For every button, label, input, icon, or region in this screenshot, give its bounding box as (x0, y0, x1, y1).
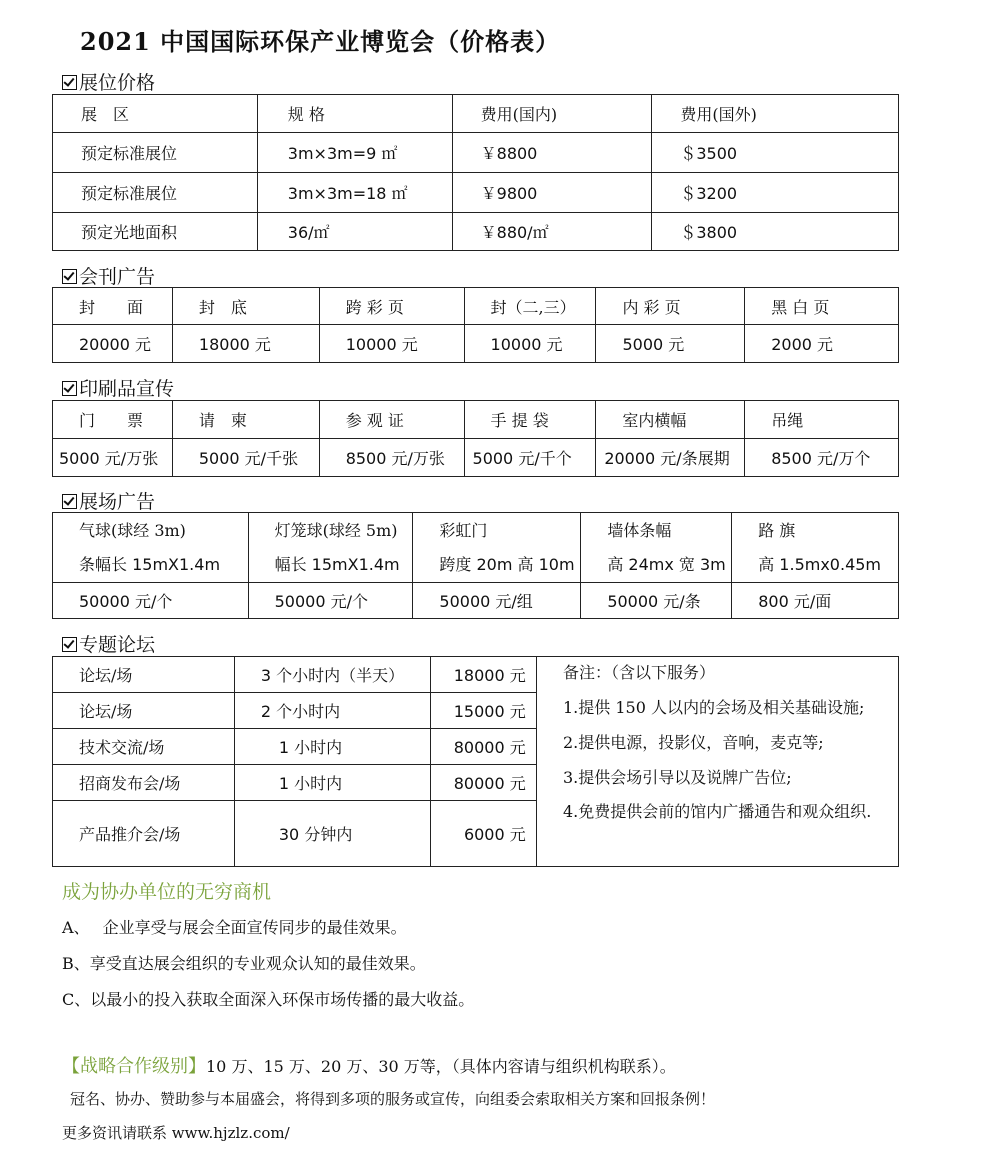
venue-item-spec: 高 1.5mx0.45m (758, 554, 882, 574)
table-cell: 5000 元/千张 (172, 439, 319, 477)
venue-item-spec: 条幅长 15mX1.4m (79, 554, 221, 574)
table-cell: 3 个小时内（半天） (234, 657, 430, 693)
table-cell: 18000 元 (430, 657, 536, 693)
checkbox-icon (62, 637, 77, 652)
table-cell: 30 分钟内 (234, 801, 430, 867)
strategy-label: 【战略合作级别】 (62, 1056, 206, 1077)
table-cell: ￥9800 (452, 173, 652, 213)
table-cell: 18000 元 (172, 325, 319, 363)
table-cell (732, 513, 899, 583)
cooperation-item: B、享受直达展会组织的专业观众认知的最佳效果。 (62, 954, 426, 973)
checkbox-icon (62, 381, 77, 396)
checkbox-icon (62, 269, 77, 284)
table-cell: ￥880/㎡ (452, 213, 652, 251)
note-item: 1.提供 150 人以内的会场及相关基础设施; (563, 698, 865, 717)
table-cell: 费用(国外) (652, 95, 899, 133)
table-cell: 规 格 (257, 95, 452, 133)
table-cell: 15000 元 (430, 693, 536, 729)
table-cell: 请 柬 (172, 401, 319, 439)
table-cell (248, 513, 413, 583)
print-price-table (52, 400, 899, 477)
table-cell: ＄3500 (652, 133, 899, 173)
strategy-text: 10 万、15 万、20 万、30 万等，（具体内容请与组织机构联系）。 (206, 1057, 676, 1076)
table-cell: 门 票 (53, 401, 173, 439)
venue-price-table (52, 512, 899, 619)
table-cell: 5000 元/万张 (53, 439, 173, 477)
section-forum (62, 630, 155, 657)
table-cell: 20000 元 (53, 325, 173, 363)
table-cell: 50000 元/组 (413, 583, 581, 619)
table-cell: 3m×3m=18 ㎡ (257, 173, 452, 213)
table-cell: 3m×3m=9 ㎡ (257, 133, 452, 173)
table-row (53, 213, 899, 251)
table-cell (413, 513, 581, 583)
section-print (62, 374, 174, 401)
cooperation-item: C、以最小的投入获取全面深入环保市场传播的最大收益。 (62, 990, 475, 1009)
table-cell: 5000 元 (596, 325, 745, 363)
table-cell: ＄3800 (652, 213, 899, 251)
table-cell: 封 面 (53, 288, 173, 325)
ads-price-table (52, 287, 899, 363)
cooperation-heading: 成为协办单位的无穷商机 (62, 881, 272, 903)
venue-item-name: 墙体条幅 (607, 520, 672, 540)
page-title: 2021 中国国际环保产业博览会（价格表） (80, 27, 561, 56)
table-cell: 1 小时内 (234, 765, 430, 801)
table-cell: 跨 彩 页 (319, 288, 464, 325)
table-cell: 50000 元/个 (53, 583, 249, 619)
section-label: 展场广告 (79, 491, 156, 513)
section-booth (62, 68, 155, 95)
table-cell: ￥8800 (452, 133, 652, 173)
table-cell: 6000 元 (430, 801, 536, 867)
venue-item-spec: 跨度 20m 高 10m (439, 554, 575, 574)
table-cell: ＄3200 (652, 173, 899, 213)
table-row (53, 325, 899, 363)
table-row (53, 173, 899, 213)
table-cell: 手 提 袋 (464, 401, 596, 439)
table-cell: 封（二,三） (464, 288, 596, 325)
table-cell: 参 观 证 (319, 401, 464, 439)
table-cell (53, 513, 249, 583)
table-cell: 内 彩 页 (596, 288, 745, 325)
section-ads (62, 262, 155, 289)
table-cell (581, 513, 732, 583)
table-cell: 2000 元 (745, 325, 899, 363)
table-cell: 50000 元/个 (248, 583, 413, 619)
notes-title: 备注：（含以下服务） (563, 663, 716, 682)
table-cell: 费用(国内) (452, 95, 652, 133)
table-cell: 5000 元/千个 (464, 439, 596, 477)
table-cell: 展 区 (53, 95, 258, 133)
table-cell: 36/㎡ (257, 213, 452, 251)
table-cell: 50000 元/条 (581, 583, 732, 619)
table-header-row (53, 95, 899, 133)
section-venue (62, 487, 155, 514)
section-label: 会刊广告 (79, 266, 156, 288)
table-cell: 2 个小时内 (234, 693, 430, 729)
table-cell: 产品推介会/场 (53, 801, 235, 867)
table-cell: 8500 元/万个 (745, 439, 899, 477)
table-cell: 预定标准展位 (53, 173, 258, 213)
table-cell: 8500 元/万张 (319, 439, 464, 477)
venue-item-spec: 幅长 15mX1.4m (274, 554, 400, 574)
table-cell: 80000 元 (430, 765, 536, 801)
table-header-row (53, 288, 899, 325)
section-label: 专题论坛 (79, 634, 156, 656)
table-cell: 20000 元/条展期 (596, 439, 745, 477)
venue-item-name: 气球(球经 3m) (79, 520, 186, 540)
sponsor-note: 冠名、协办、赞助参与本届盛会，将得到多项的服务或宣传，向组委会索取相关方案和回报条例！ (70, 1090, 716, 1108)
table-cell: 10000 元 (464, 325, 596, 363)
section-label: 展位价格 (79, 72, 156, 94)
note-item: 4.免费提供会前的馆内广播通告和观众组织. (563, 802, 872, 821)
table-cell: 黑 白 页 (745, 288, 899, 325)
table-cell: 80000 元 (430, 729, 536, 765)
section-label: 印刷品宣传 (79, 378, 175, 400)
table-header-row (53, 401, 899, 439)
table-cell: 论坛/场 (53, 693, 235, 729)
table-cell: 室内横幅 (596, 401, 745, 439)
checkbox-icon (62, 75, 77, 90)
note-item: 3.提供会场引导以及说牌广告位; (563, 768, 792, 787)
contact-line: 更多资讯请联系 www.hjzlz.com/ (62, 1124, 290, 1142)
strategy-line (62, 1052, 676, 1078)
table-cell: 预定标准展位 (53, 133, 258, 173)
venue-item-spec: 高 24mx 宽 3m (607, 554, 726, 574)
cooperation-item: A、 企业享受与展会全面宣传同步的最佳效果。 (62, 918, 407, 937)
note-item: 2.提供电源，投影仪，音响，麦克等; (563, 733, 824, 752)
forum-notes (535, 655, 900, 829)
table-row (53, 133, 899, 173)
checkbox-icon (62, 494, 77, 509)
table-cell: 论坛/场 (53, 657, 235, 693)
venue-item-name: 彩虹门 (439, 520, 488, 540)
venue-item-name: 灯笼球(球经 5m) (274, 520, 398, 540)
table-cell: 封 底 (172, 288, 319, 325)
table-row (53, 583, 899, 619)
table-row (53, 513, 899, 583)
booth-price-table (52, 94, 899, 251)
table-cell: 800 元/面 (732, 583, 899, 619)
table-cell: 招商发布会/场 (53, 765, 235, 801)
table-cell: 10000 元 (319, 325, 464, 363)
table-cell: 1 小时内 (234, 729, 430, 765)
venue-item-name: 路 旗 (758, 520, 796, 540)
table-cell: 预定光地面积 (53, 213, 258, 251)
table-cell: 吊绳 (745, 401, 899, 439)
table-row (53, 439, 899, 477)
table-cell: 技术交流/场 (53, 729, 235, 765)
